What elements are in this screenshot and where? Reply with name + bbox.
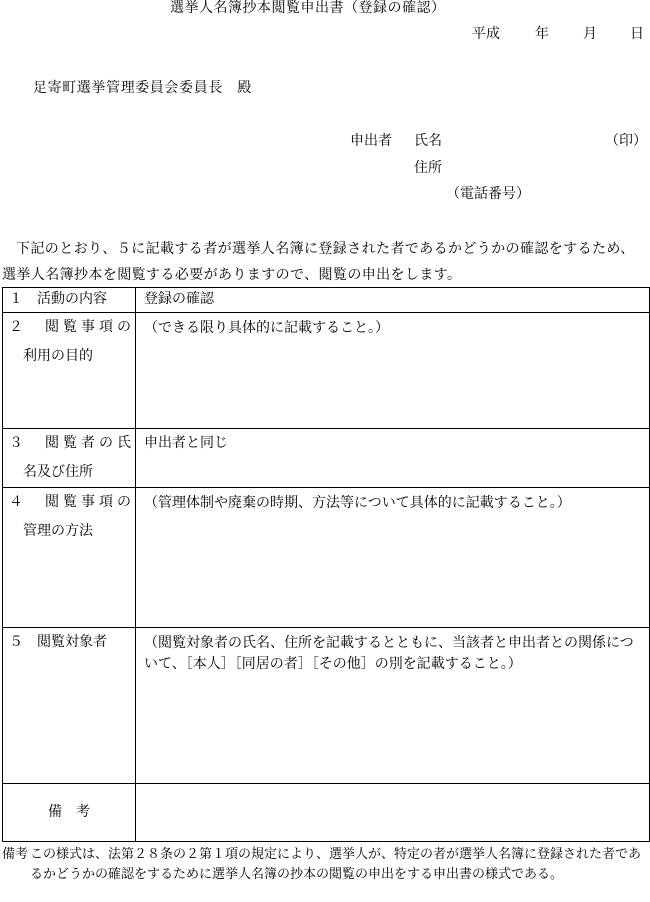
row-value-text: （できる限り具体的に記載すること。）	[144, 320, 389, 336]
row-label-activity	[3, 288, 136, 313]
applicant-phone-label: （電話番号）	[446, 186, 530, 202]
row-value-text: 申出者と同じ	[144, 435, 228, 451]
table-row	[3, 628, 650, 784]
date-era: 平成	[472, 26, 500, 42]
table-row	[3, 313, 650, 429]
remarks-head: 備考	[2, 847, 29, 862]
row-value-text: 登録の確認	[144, 291, 214, 307]
row-value-purpose	[136, 313, 650, 429]
row-label-line: 管理の方法	[23, 523, 93, 539]
applicant-name-label: 氏名	[414, 133, 442, 149]
row-value-target	[136, 628, 650, 784]
row-label-viewer	[3, 429, 136, 488]
row-value-activity	[136, 288, 650, 313]
remarks-text: この様式は、法第２８条の２第１項の規定により、選挙人が、特定の者が選挙人名簿に登録された者であるかどうかの確認をするために選挙人名簿の抄本の閲覧の申出をする申出書の様式である。	[30, 847, 642, 882]
table-row	[3, 429, 650, 488]
addressee: 足寄町選挙管理委員会委員長 殿	[33, 80, 252, 96]
body-text: 下記のとおり、５に記載する者が選挙人名簿に登録された者であるかどうかの確認をするため、選挙人名簿抄本を閲覧する必要がありますので、閲覧の申出をします。	[2, 241, 635, 283]
date-year: 年	[535, 26, 549, 42]
table-row	[3, 288, 650, 313]
document-title: 選挙人名簿抄本閲覧申出書（登録の確認）	[170, 0, 446, 16]
row-label-remarks	[3, 784, 136, 842]
row-value-text: （閲覧対象者の氏名、住所を記載するとともに、当該者と申出者との関係について、［本人］［同居の者］［その他］の別を記載すること。）	[144, 635, 634, 672]
row-label-line: 利用の目的	[23, 348, 93, 364]
row-label-line: ４ 閲覧事項の	[9, 494, 131, 510]
row-label-line: 名及び住所	[23, 464, 93, 480]
row-label-line: ２ 閲覧事項の	[9, 319, 131, 335]
remarks-footer	[2, 845, 642, 885]
row-label-line: ３ 閲覧者の氏	[9, 435, 131, 451]
row-label-line: ５ 閲覧対象者	[9, 634, 107, 650]
row-value-management	[136, 488, 650, 628]
applicant-label: 申出者	[350, 133, 392, 149]
row-label-management	[3, 488, 136, 628]
table-row	[3, 784, 650, 842]
row-label-line: 備 考	[48, 804, 90, 820]
application-form-table	[2, 287, 650, 842]
date-month: 月	[583, 26, 597, 42]
row-value-viewer	[136, 429, 650, 488]
row-value-text: （管理体制や廃棄の時期、方法等について具体的に記載すること。）	[144, 495, 571, 511]
row-label-line: １ 活動の内容	[9, 291, 107, 307]
row-label-purpose	[3, 313, 136, 429]
applicant-address-label: 住所	[414, 160, 442, 176]
body-paragraph	[2, 236, 648, 288]
row-value-remarks	[136, 784, 650, 842]
applicant-seal: （印）	[605, 133, 647, 149]
row-label-target	[3, 628, 136, 784]
table-row	[3, 488, 650, 628]
date-day: 日	[630, 26, 644, 42]
